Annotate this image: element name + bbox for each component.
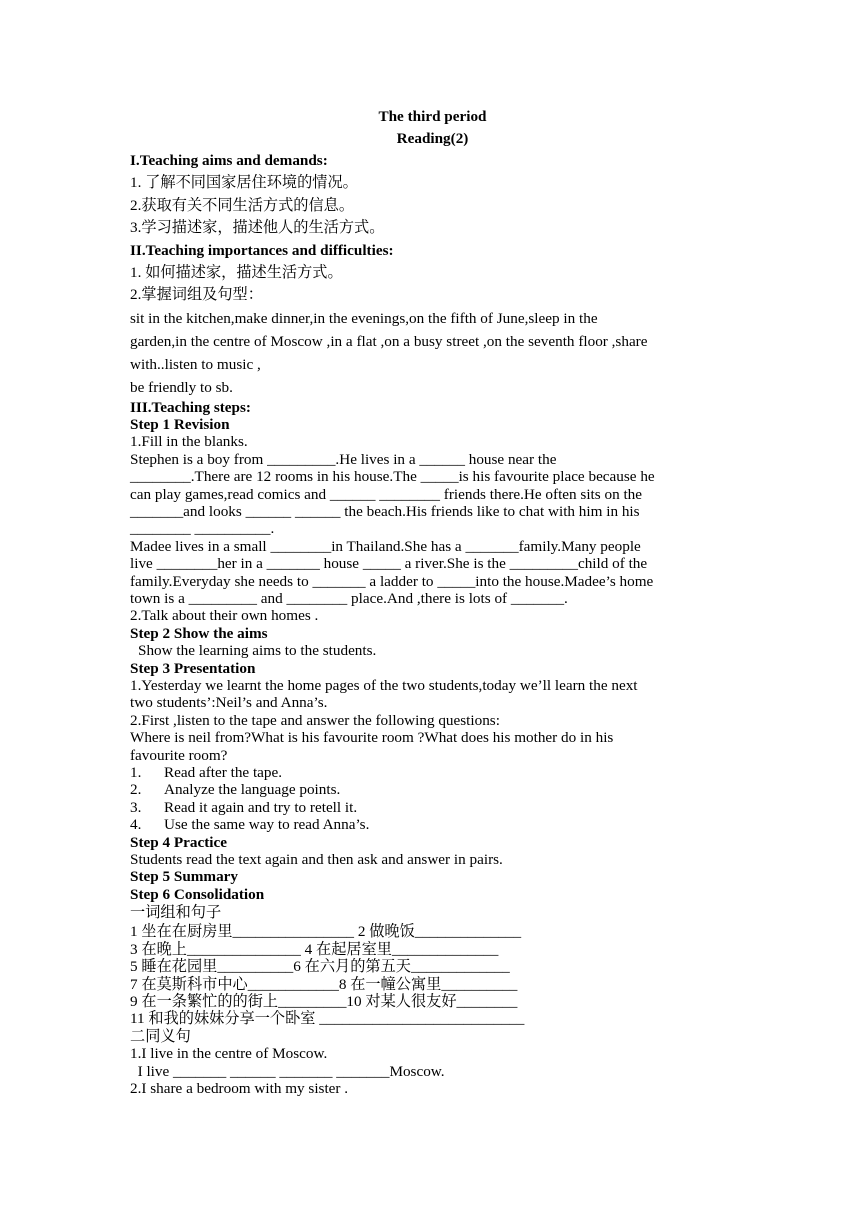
list-text: Analyze the language points. [164, 781, 341, 799]
step1-line: ________.There are 12 rooms in his house.The _____is his favourite place because he [130, 468, 655, 486]
step1-line: Madee lives in a small ________in Thailand.She has a _______family.Many people [130, 537, 641, 555]
aims-item-2: 2.获取有关不同生活方式的信息。 [130, 196, 355, 214]
step3-list-item [130, 781, 735, 798]
importances-item-2: 2.掌握词组及句型： [130, 286, 263, 303]
section-importances-heading: II.Teaching importances and difficulties: [130, 241, 394, 259]
consolidation-row: 9 在一条繁忙的的街上_________10 对某人很友好________ [130, 992, 518, 1010]
consolidation-row: 3 在晚上_______________ 4 在起居室里______________ [130, 940, 499, 958]
phrases-line: garden,in the centre of Moscow ,in a flat ,on a busy street ,on the seventh floor ,share [130, 332, 648, 350]
step3-line: two students’:Neil’s and Anna’s. [130, 694, 328, 712]
consolidation-row: 1 坐在在厨房里________________ 2 做晚饭______________ [130, 923, 522, 941]
step1-line: family.Everyday she needs to _______ a ladder to _____into the house.Madee’s home [130, 572, 654, 590]
step5-heading: Step 5 Summary [130, 868, 239, 886]
step2-text: Show the learning aims to the students. [138, 642, 377, 660]
phrases-line: sit in the kitchen,make dinner,in the evenings,on the fifth of June,sleep in the [130, 309, 598, 327]
consolidation-row: 5 睡在花园里__________6 在六月的第五天_____________ [130, 958, 510, 976]
step3-line: 2.First ,listen to the tape and answer the following questions: [130, 711, 500, 729]
aims-item-1: 1. 了解不同国家居住环境的情况。 [130, 174, 358, 191]
step1-line: Stephen is a boy from _________.He lives in a ______ house near the [130, 450, 557, 468]
importances-item-1: 1. 如何描述家，描述生活方式。 [130, 263, 343, 281]
step1-line: 1.Fill in the blanks. [130, 433, 248, 451]
step3-list-item [130, 816, 735, 833]
list-number: 1. [130, 764, 142, 782]
step3-line: 1.Yesterday we learnt the home pages of the two students,today we’ll learn the next [130, 677, 638, 694]
section-aims-heading: I.Teaching aims and demands: [130, 152, 328, 169]
step4-heading: Step 4 Practice [130, 833, 227, 851]
consolidation-row: 7 在莫斯科市中心____________8 在一幢公寓里__________ [130, 975, 518, 993]
phrases-line: be friendly to sb. [130, 378, 233, 396]
synonym-line: 2.I share a bedroom with my sister . [130, 1079, 349, 1097]
step6-heading: Step 6 Consolidation [130, 885, 265, 903]
step1-line: ________ __________. [130, 520, 275, 538]
consolidation-part1-heading: 一词组和句子 [130, 904, 222, 922]
step1-line: town is a _________ and ________ place.And ,there is lots of _______. [130, 589, 568, 607]
phrases-line: with..listen to music , [130, 355, 261, 373]
list-text: Use the same way to read Anna’s. [164, 816, 370, 834]
synonym-line: I live _______ ______ _______ _______Moscow. [130, 1062, 445, 1080]
step1-line: _______and looks ______ ______ the beach.His friends like to chat with him in his [130, 502, 640, 520]
step3-heading: Step 3 Presentation [130, 659, 256, 677]
step3-list-item [130, 799, 735, 816]
list-number: 3. [130, 798, 142, 816]
document-subtitle: Reading(2) [396, 130, 469, 147]
synonym-line: 1.I live in the centre of Moscow. [130, 1045, 328, 1063]
list-number: 2. [130, 781, 142, 799]
list-text: Read after the tape. [164, 764, 283, 782]
step3-line: favourite room? [130, 746, 228, 764]
step1-line: can play games,read comics and ______ ________ friends there.He often sits on the [130, 485, 643, 503]
step1-heading: Step 1 Revision [130, 415, 230, 433]
step3-line: Where is neil from?What is his favourite room ?What does his mother do in his [130, 729, 614, 747]
document-title: The third period [378, 108, 487, 125]
step3-list-item [130, 764, 735, 781]
step4-text: Students read the text again and then ask and answer in pairs. [130, 851, 503, 869]
document-page [130, 106, 735, 1097]
section-steps-heading: III.Teaching steps: [130, 398, 251, 416]
step1-line: 2.Talk about their own homes . [130, 607, 319, 625]
consolidation-row: 11 和我的妹妹分享一个卧室 ___________________________ [130, 1010, 525, 1028]
step1-line: live ________her in a _______ house _____ a river.She is the _________child of the [130, 555, 648, 573]
step2-heading: Step 2 Show the aims [130, 624, 268, 642]
consolidation-part2-heading: 二同义句 [130, 1027, 191, 1045]
aims-item-3: 3.学习描述家，描述他人的生活方式。 [130, 219, 385, 236]
list-text: Read it again and try to retell it. [164, 798, 358, 816]
list-number: 4. [130, 816, 142, 834]
